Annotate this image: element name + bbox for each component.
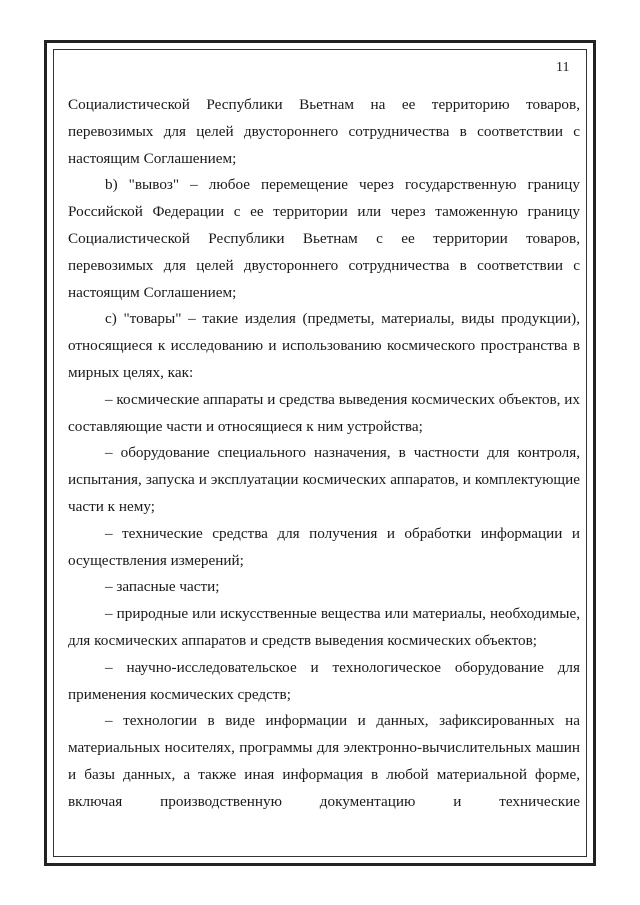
list-item-spacecraft: – космические аппараты и средства выведения космических объектов, их составляющие части и относящиеся к ним устройства; xyxy=(68,390,580,435)
page-number: 11 xyxy=(556,60,570,75)
list-item-special-equipment: – оборудование специального назначения, в частности для контроля, испытания, запуска и эксплуатации космических аппаратов, и комплектующие части к нему; xyxy=(68,444,580,515)
paragraph-continuation: Социалистической Республики Вьетнам на ее территорию товаров, перевозимых для целей двустороннего сотрудничества в соответствии с настоящим Соглашением; xyxy=(68,96,580,167)
list-item-technologies: – технологии в виде информации и данных, зафиксированных на материальных носителях, программы для электронно-вычислительных машин и базы данных, а также иная информация в любой материальной форме, включая производственную документацию и технические xyxy=(68,712,580,810)
paragraph-goods-definition: c) "товары" – такие изделия (предметы, материалы, виды продукции), относящиеся к исследованию и использованию космического пространства в мирных целях, как: xyxy=(68,310,580,381)
list-item-research-equipment: – научно-исследовательское и технологическое оборудование для применения космических средств; xyxy=(68,658,580,703)
list-item-technical-means: – технические средства для получения и обработки информации и осуществления измерений; xyxy=(68,524,580,569)
document-body xyxy=(68,92,580,816)
list-item-materials: – природные или искусственные вещества или материалы, необходимые, для космических аппаратов и средств выведения космических объектов; xyxy=(68,605,580,649)
paragraph-export-definition: b) "вывоз" – любое перемещение через государственную границу Российской Федерации с ее территории или через таможенную границу Социалистической Республики Вьетнам с ее территории товаров, перевозимых для целей двустороннего сотрудничества в соответствии с настоящим Соглашением; xyxy=(68,176,580,301)
list-item-spare-parts: – запасные части; xyxy=(105,578,220,596)
